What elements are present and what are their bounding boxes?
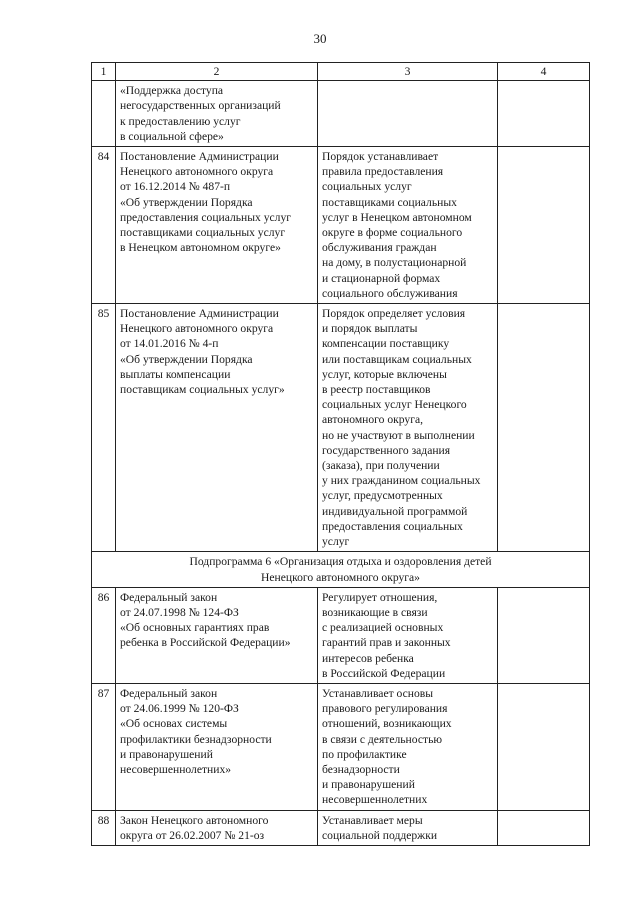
- row-document: [116, 304, 318, 552]
- description-text: Регулирует отношения, возникающие в связи с реализацией основных гарантий прав и законных интересов ребенка в Российской Федерации: [322, 590, 451, 680]
- description-text: Устанавливает меры социальной поддержки: [322, 813, 438, 842]
- document-text: Федеральный закон от 24.07.1998 № 124-ФЗ «Об основных гарантиях прав ребенка в Российской Федерации»: [120, 590, 291, 650]
- description-text: Порядок устанавливает правила предоставления социальных услуг поставщиками социальных услуг в Ненецком автономном округе в форме социального обслуживания граждан на дому, в полустационарной и стационарной формах социального обслуживания: [322, 150, 472, 300]
- table-row: [92, 304, 590, 552]
- continuation-row: [92, 81, 590, 147]
- row-note: [498, 587, 590, 683]
- row-description: [318, 81, 498, 147]
- table-row: [92, 683, 590, 810]
- subprogram-text: Подпрограмма 6 «Организация отдыха и оздоровления детей Ненецкого автономного округа»: [189, 555, 492, 584]
- document-text: Закон Ненецкого автономного округа от 26.02.2007 № 21-оз: [120, 813, 269, 842]
- row-number: [92, 81, 116, 147]
- document-text: Постановление Администрации Ненецкого автономного округа от 14.01.2016 № 4-п «Об утверждении Порядка выплаты компенсации поставщикам социальных услуг»: [120, 307, 285, 397]
- header-col-4: 4: [498, 63, 590, 81]
- header-col-1: 1: [92, 63, 116, 81]
- row-document: [116, 683, 318, 810]
- row-document: [116, 81, 318, 147]
- row-description: [318, 304, 498, 552]
- row-document: [116, 587, 318, 683]
- header-row: [92, 63, 590, 81]
- table-row: [92, 147, 590, 304]
- page-number: 30: [313, 31, 327, 46]
- document-text: Постановление Администрации Ненецкого автономного округа от 16.12.2014 № 487-п «Об утверждении Порядка предоставления социальных услуг поставщиками социальных услуг в Ненецком автономном округе»: [120, 150, 292, 255]
- row-note: [498, 304, 590, 552]
- document-text: «Поддержка доступа негосударственных организаций к предоставлению услуг в социальной сфере»: [120, 84, 281, 143]
- header-col-3: 3: [318, 63, 498, 81]
- legal-acts-table: [91, 62, 590, 846]
- table-body: [92, 63, 590, 846]
- row-document: [116, 147, 318, 304]
- row-description: [318, 810, 498, 845]
- row-description: [318, 587, 498, 683]
- table-row: [92, 810, 590, 845]
- description-text: Устанавливает основы правового регулирования отношений, возникающих в связи с деятельностью по профилактике безнадзорности и правонарушений несовершеннолетних: [322, 686, 452, 807]
- row-description: [318, 683, 498, 810]
- document-text: Федеральный закон от 24.06.1999 № 120-ФЗ «Об основах системы профилактики безнадзорности и правонарушений несовершеннолетних»: [120, 686, 272, 776]
- subprogram-heading: [92, 552, 590, 587]
- table-row: [92, 587, 590, 683]
- row-number: 87: [92, 683, 116, 810]
- row-note: [498, 683, 590, 810]
- row-number: 84: [92, 147, 116, 304]
- row-note: [498, 81, 590, 147]
- row-number: 85: [92, 304, 116, 552]
- subprogram-row: [92, 552, 590, 587]
- row-number: 86: [92, 587, 116, 683]
- row-number: 88: [92, 810, 116, 845]
- row-document: [116, 810, 318, 845]
- row-note: [498, 810, 590, 845]
- row-description: [318, 147, 498, 304]
- description-text: Порядок определяет условия и порядок выплаты компенсации поставщику или поставщикам социальных услуг, которые включены в реестр поставщиков социальных услуг Ненецкого автономного округа, но не участвуют в выполнении государственного задания (заказа), при получении у них гражданином социальных услуг, предусмотренных индивидуальной программой предоставления социальных услуг: [322, 307, 481, 549]
- row-note: [498, 147, 590, 304]
- header-col-2: 2: [116, 63, 318, 81]
